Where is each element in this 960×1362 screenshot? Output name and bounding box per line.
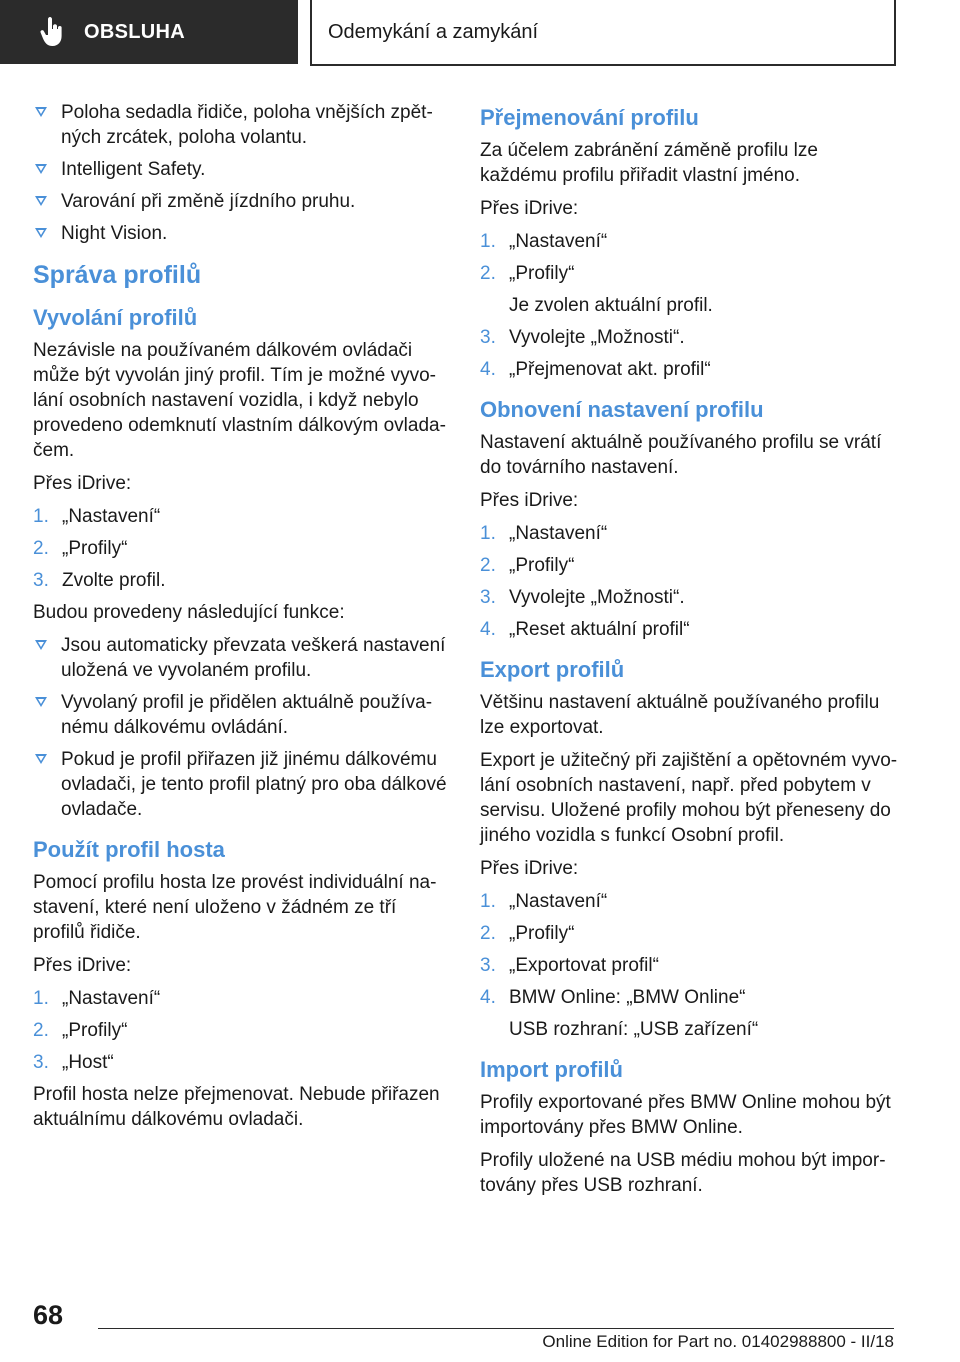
list-item: Poloha sedadla řidiče, poloha vnějších zpět‐ných zrcátek, poloha volantu. [33,100,451,150]
list-item: 3. Vyvolejte „Možnosti“. [480,587,685,608]
section-title: OBSLUHA [84,20,185,43]
list-item: Vyvolaný profil je přidělen aktuálně používa‐nému dálkovému ovládání. [33,690,451,740]
triangle-bullet-icon [35,754,47,764]
list-item: 2. „Profily“ [480,555,575,576]
step-list [33,504,451,593]
list-item: Night Vision. [33,221,451,246]
chapter-title: Odemykání a zamykání [328,20,539,43]
hand-pointer-icon [40,17,64,47]
heading-sprava-profilu: Správa profilů [33,261,202,289]
list-item: 1. „Nastavení“ [480,231,608,252]
list-item: 2. „Profily“ Je zvolen aktuální profil. [480,261,898,318]
list-item: 2. „Profily“ [480,923,575,944]
list-item: Intelligent Safety. [33,157,451,182]
triangle-bullet-icon [35,107,47,117]
paragraph: Většinu nastavení aktuálně používaného profilu lze exportovat. [480,692,880,738]
list-item: 1. „Nastavení“ [33,506,161,527]
list-item: 3. „Host“ [33,1052,114,1073]
list-item: 4. „Přejmenovat akt. profil“ [480,359,711,380]
heading-prejmenovani-profilu: Přejmenování profilu [480,105,699,130]
heading-obnoveni-nastaveni: Obnovení nastavení profilu [480,397,764,422]
step-list [480,229,898,382]
page-number: 68 [33,1300,64,1330]
function-bullet-list [33,633,451,822]
paragraph: Přes iDrive: [33,955,132,976]
paragraph: Nezávisle na používaném dálkovém ovládači může být vyvolán jiný profil. Tím je možné vyvo‐lání osobních nastavení vozidla, i když nebylo provedeno odemknutí vlastním dálkovým ovlada‐čem. [33,340,446,461]
paragraph: Přes iDrive: [480,198,579,219]
paragraph: Budou provedeny následující funkce: [33,602,345,623]
paragraph: Přes iDrive: [33,473,132,494]
edition-footer: Online Edition for Part no. 01402988800 - II/18 [542,1332,894,1351]
list-item: 3. Vyvolejte „Možnosti“. [480,327,685,348]
paragraph: Profil hosta nelze přejmenovat. Nebude přiřazen aktuálnímu dálkovému ovladači. [33,1084,440,1130]
list-item: 2. „Profily“ [33,538,128,559]
triangle-bullet-icon [35,640,47,650]
triangle-bullet-icon [35,697,47,707]
paragraph: Profily exportované přes BMW Online mohou být importovány přes BMW Online. [480,1092,891,1138]
heading-export-profilu: Export profilů [480,657,625,682]
triangle-bullet-icon [35,196,47,206]
triangle-bullet-icon [35,164,47,174]
footer-divider [98,1328,894,1329]
step-note: Je zvolen aktuální profil. [509,295,713,316]
list-item: Varování při změně jízdního pruhu. [33,189,451,214]
list-item: 4. „Reset aktuální profil“ [480,619,690,640]
step-list [33,986,451,1075]
list-item: 3. „Exportovat profil“ [480,955,659,976]
step-list [480,521,898,642]
heading-vyvolani-profilu: Vyvolání profilů [33,305,198,330]
left-column [33,100,451,1140]
paragraph: Nastavení aktuálně používaného profilu se vrátí do továrního nastavení. [480,432,882,478]
list-item: Jsou automaticky převzata veškerá nastavení uložená ve vyvolaném profilu. [33,633,451,683]
paragraph: Přes iDrive: [480,858,579,879]
paragraph: Přes iDrive: [480,490,579,511]
list-item: 1. „Nastavení“ [480,523,608,544]
intro-bullet-list [33,100,451,246]
step-list [480,889,898,1042]
paragraph: Za účelem zabránění záměně profilu lze každému profilu přiřadit vlastní jméno. [480,140,818,186]
section-tab [0,0,298,64]
heading-import-profilu: Import profilů [480,1057,623,1082]
heading-profil-hosta: Použít profil hosta [33,837,225,862]
paragraph: Pomocí profilu hosta lze provést individuální na‐stavení, které není uloženo v žádném ze tří profilů řidiče. [33,872,437,943]
list-item: 4. BMW Online: „BMW Online“ USB rozhraní: „USB zařízení“ [480,985,898,1042]
list-item: 1. „Nastavení“ [33,988,161,1009]
list-item: 3. Zvolte profil. [33,570,166,591]
chapter-tab [310,0,896,66]
paragraph: Profily uložené na USB médiu mohou být impor‐továny přes USB rozhraní. [480,1150,886,1196]
list-item: 1. „Nastavení“ [480,891,608,912]
right-column [480,100,898,1206]
triangle-bullet-icon [35,228,47,238]
list-item: Pokud je profil přiřazen již jinému dálkovému ovladači, je tento profil platný pro oba dálkové ovladače. [33,747,451,822]
paragraph: Export je užitečný při zajištění a opětovném vyvo‐lání osobních nastavení, např. před pobytem v servisu. Uložené profily mohou být přeneseny do jiného vozidla s funkcí Osobní profil. [480,750,898,846]
list-item: 2. „Profily“ [33,1020,128,1041]
step-note: USB rozhraní: „USB zařízení“ [509,1019,759,1040]
